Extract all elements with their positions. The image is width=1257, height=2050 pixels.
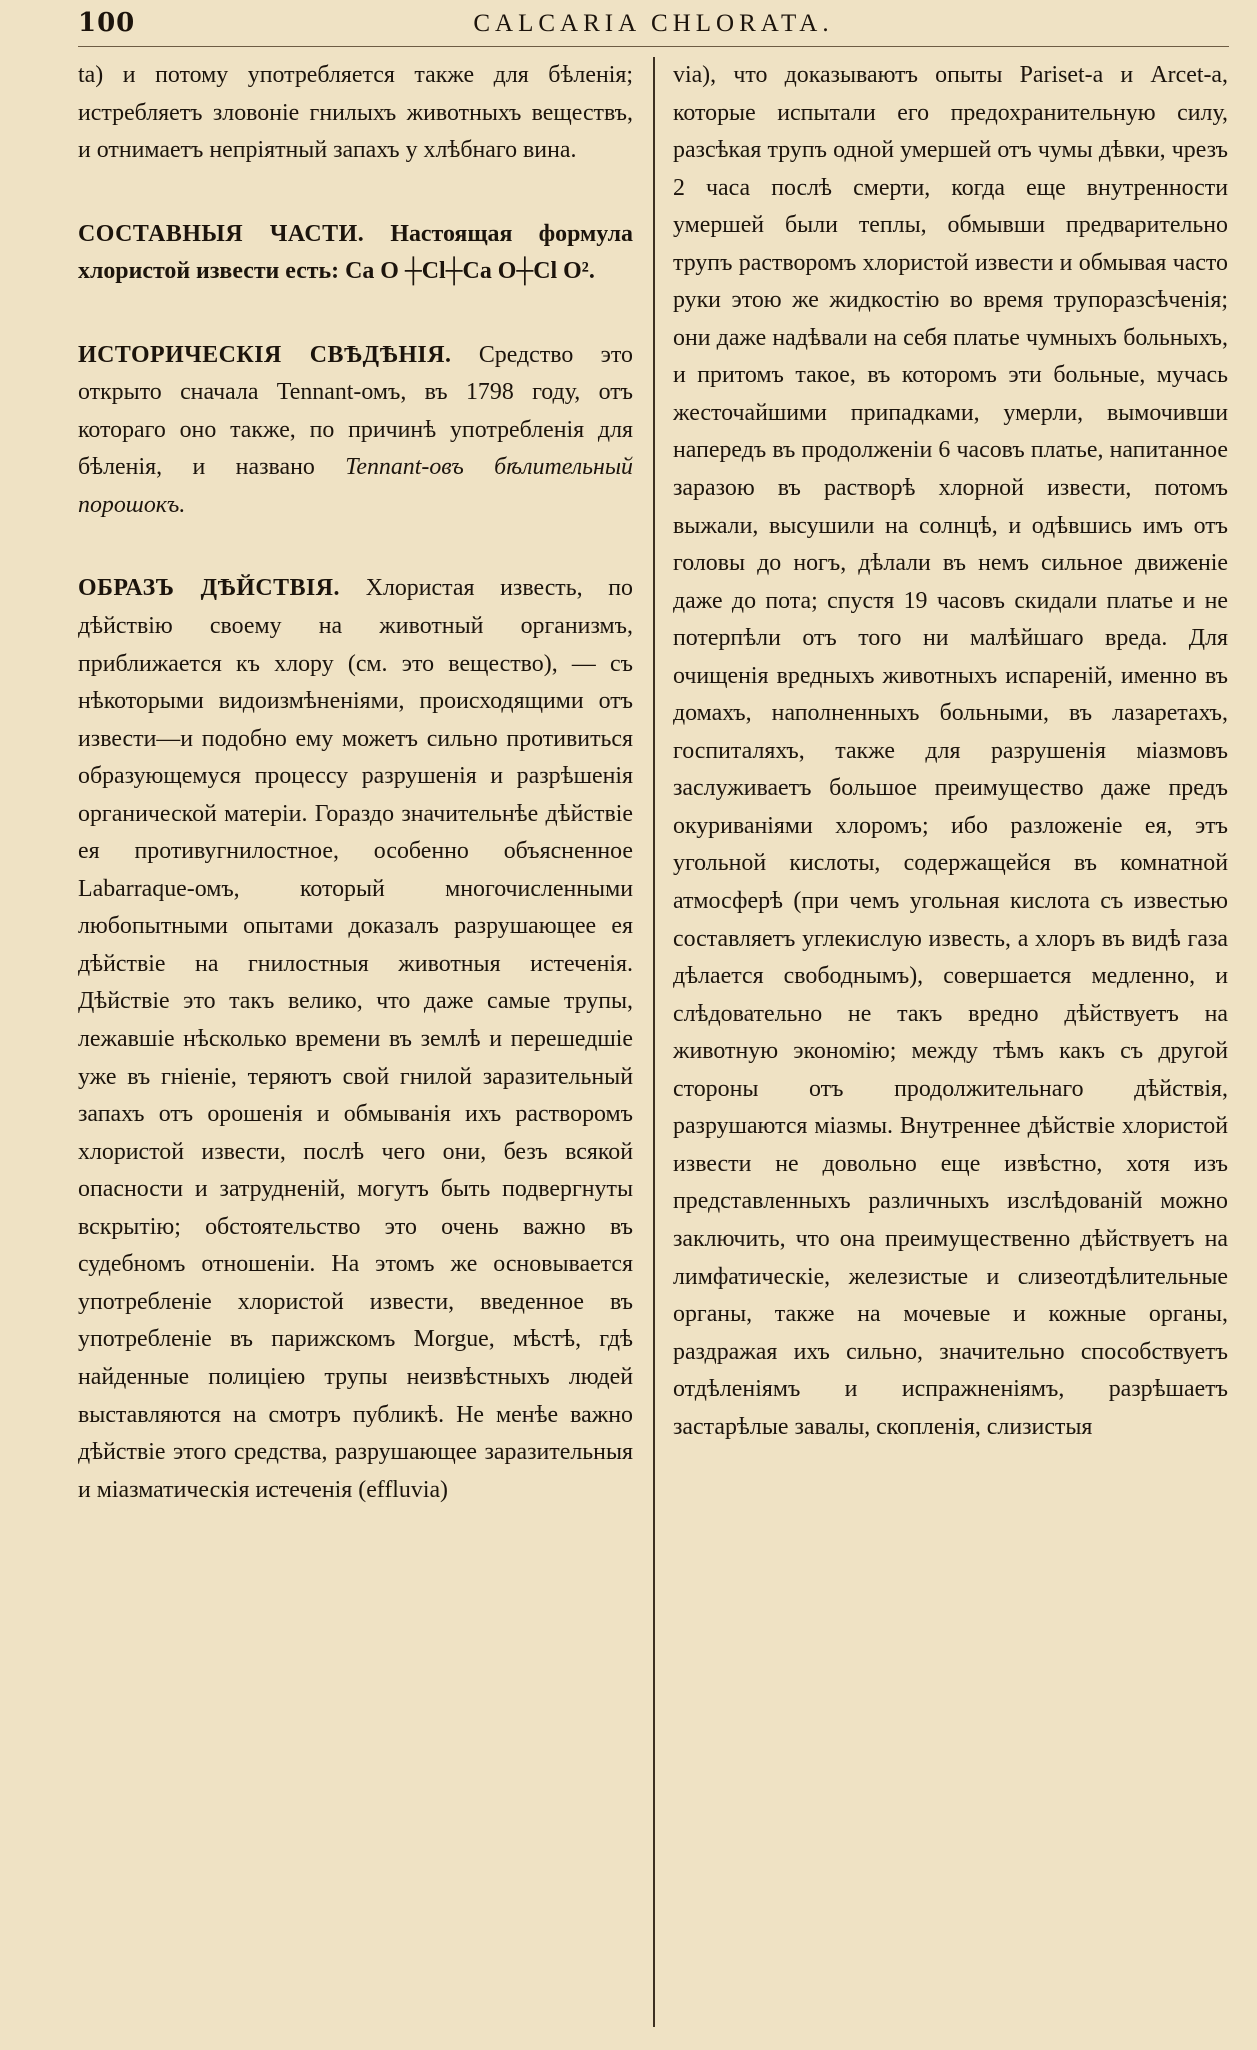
heading-history: ИСТОРИЧЕСКІЯ СВѢДѢНІЯ.: [78, 341, 452, 368]
heading-composition: СОСТАВНЫЯ ЧАСТИ.: [78, 220, 365, 247]
page-number: 100: [78, 8, 136, 38]
composition-formula-text: Настоящая формула хлористой извести есть: Ca O ┼Cl┼Ca O┼Cl O².: [78, 220, 633, 285]
paragraph-history: [78, 337, 633, 525]
paragraph-composition: [78, 216, 633, 291]
paragraph-gap: [78, 291, 633, 337]
heading-mode-of-action: ОБРАЗЪ ДѢЙСТВІЯ.: [78, 575, 341, 602]
running-title: CALCARIA CHLORATA.: [473, 10, 834, 37]
history-text: Средство это открыто сначала Tennant-омъ, въ 1798 году, отъ котораго оно также, по причинѣ употребленія для бѣленія, и названо: [78, 341, 633, 481]
history-italic-name: Tennant-овъ бѣлительный порошокъ.: [78, 454, 633, 518]
page-header: [78, 6, 1229, 47]
right-column: [655, 57, 1228, 2027]
paragraph-right-continuation: via), что доказываютъ опыты Pariset-a и Arcet-a, которые испытали его предохранительную силу, разсѣкая трупъ одной умершей отъ чумы дѣвки, чрезъ 2 часа послѣ смерти, когда еще внутренности умершей были теплы, обмывши предварительно трупъ растворомъ хлористой извести и обмывая часто руки этою же жидкостію во время трупоразсѣченія; они даже надѣвали на себя платье чумныхъ больныхъ, и притомъ такое, въ которомъ эти больные, мучась жесточайшими припадками, умерли, вымочивши напередъ въ продолженіи 6 часовъ платье, напитанное заразою въ растворѣ хлорной извести, потомъ выжали, высушили на солнцѣ, и одѣвшись имъ отъ головы до ногъ, дѣлали въ немъ сильное движеніе даже до пота; спустя 19 часовъ скидали платье и не потерпѣли отъ того ни малѣйшаго вреда. Для очищенія вредныхъ животныхъ испареній, именно въ домахъ, наполненныхъ больными, въ лазаретахъ, госпиталяхъ, также для разрушенія міазмовъ заслуживаетъ большое преимущество даже предъ окуриваніями хлоромъ; ибо разложеніе ея, этъ угольной кислоты, содержащейся въ комнатной атмосферѣ (при чемъ угольная кислота съ известью составляетъ углекислую известь, а хлоръ въ видѣ газа дѣлается свободнымъ), совершается медленно, и слѣдовательно не такъ вредно дѣйствуетъ на животную экономію; между тѣмъ какъ съ другой стороны отъ продолжительнаго дѣйствія, разрушаются міазмы. Внутреннее дѣйствіе хлористой извести не довольно еще извѣстно, хотя изъ представленныхъ различныхъ изслѣдованій можно заключить, что она преимущественно дѣйствуетъ на лимфатическіе, железистые и слизеотдѣлительные органы, также на мочевые и кожные органы, раздражая ихъ сильно, значительно способствуетъ отдѣленіямъ и испражненіямъ, разрѣшаетъ застарѣлые завалы, скопленія, слизистыя: [673, 62, 1228, 1440]
paragraph-gap: [78, 524, 633, 570]
paragraph-gap: [78, 170, 633, 216]
text-columns: [78, 57, 1229, 2027]
mode-of-action-text: Хлористая известь, по дѣйствію своему на животный организмъ, приближается къ хлору (см. это вещество), — съ нѣкоторыми видоизмѣненіями, происходящими отъ извести—и подобно ему можетъ сильно противиться образующемуся процессу разрушенія и разрѣшенія органической матеріи. Гораздо значительнѣе дѣйствіе ея противугнилостное, особенно объясненное Labarraque-омъ, который многочисленными любопытными опытами доказалъ разрушающее ея дѣйствіе на гнилостныя животныя истеченія. Дѣйствіе это такъ велико, что даже самые трупы, лежавшіе нѣсколько времени въ землѣ и перешедшіе уже въ гніеніе, теряютъ свой гнилой заразительный запахъ отъ орошенія и обмыванія ихъ растворомъ хлористой извести, послѣ чего они, безъ всякой опасности и затрудненій, могутъ быть подвергнуты вскрытію; обстоятельство это очень важно въ судебномъ отношеніи. На этомъ же основывается употребленіе хлористой извести, введенное въ употребленіе въ парижскомъ Morgue, мѣстѣ, гдѣ найденные полиціею трупы неизвѣстныхъ людей выставляются на смотръ публикѣ. Не менѣе важно дѣйствіе этого средства, разрушающее заразительныя и міазматическія истеченія (effluvia): [78, 575, 633, 1503]
paragraph-mode-of-action: [78, 570, 633, 1509]
paragraph-intro-continuation: ta) и потому употребляется также для бѣленія; истребляетъ зловоніе гнилыхъ животныхъ веществъ, и отнимаетъ непріятный запахъ у хлѣбнаго вина.: [78, 62, 633, 164]
left-column: [78, 57, 655, 2027]
